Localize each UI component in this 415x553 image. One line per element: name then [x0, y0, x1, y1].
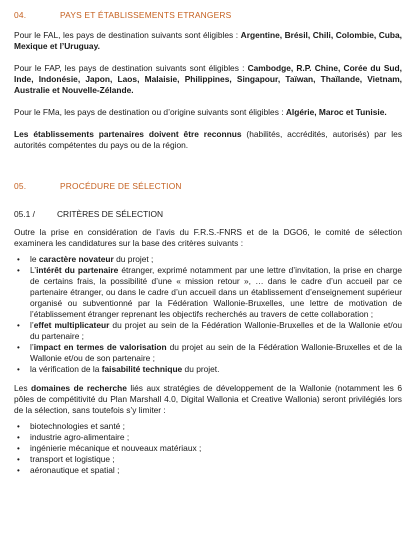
document-page [14, 10, 402, 484]
bullet-icon: • [17, 433, 20, 442]
section-5-number: 05. [14, 181, 27, 191]
bullet-icon: • [17, 343, 20, 352]
domain-item: • transport et logistique ; [17, 454, 115, 464]
domain-item: • aéronautique et spatial ; [17, 465, 120, 475]
fma-countries: Algérie, Maroc et Tunisie. [285, 107, 387, 117]
bullet-icon: • [17, 466, 20, 475]
fma-prefix: Pour le FMa, les pays de destination ou d’origine suivants sont éligibles : [14, 107, 286, 117]
partners-paragraph [14, 129, 402, 151]
bullet-icon: • [17, 255, 20, 264]
domains-list [14, 421, 402, 476]
fap-countries: Cambodge, R.P. Chine, Corée du Sud, Inde, Indonésie, Japon, Laos, Malaisie, Philippines, Singapour, Taïwan, Thaïlande, Vietnam, Australie et Nouvelle-Zélande. [14, 63, 402, 95]
domains-bold: domaines de recherche [31, 383, 127, 393]
fal-prefix: Pour le FAL, les pays de destination suivants sont éligibles : [14, 30, 241, 40]
criteria-intro: Outre la prise en considération de l’avis du F.R.S.-FNRS et de la DGO6, le comité de sélection examinera les candidatures sur la base des critères suivants : [14, 227, 402, 248]
criteria-item: • la vérification de la faisabilité technique du projet. [17, 364, 220, 374]
subsection-title: CRITÈRES DE SÉLECTION [56, 209, 164, 219]
criteria-item: • le caractère novateur du projet ; [17, 254, 154, 264]
fap-prefix: Pour le FAP, les pays de destination suivants sont éligibles : [14, 63, 248, 73]
bullet-icon: • [17, 321, 20, 330]
partners-rest: (habilités, accrédités, autorisés) par les autorités compétentes du pays ou de la région. [14, 129, 403, 150]
section-4-number: 04. [14, 10, 27, 20]
bullet-icon: • [17, 455, 20, 464]
criteria-item: • l’impact en termes de valorisation du projet au sein de la Fédération Wallonie-Bruxelles et de la Wallonie et/ou de son partenaire ; [17, 342, 402, 363]
bullet-icon: • [17, 365, 20, 374]
criteria-item: • l’effet multiplicateur du projet au sein de la Fédération Wallonie-Bruxelles et de la Wallonie et/ou du partenaire ; [17, 320, 403, 341]
fal-countries: Argentine, Brésil, Chili, Colombie, Cuba, Mexique et l’Uruguay. [14, 30, 402, 51]
partners-bold: Les établissements partenaires doivent être reconnus [14, 129, 242, 139]
fal-paragraph [14, 30, 402, 52]
domains-paragraph: Les domaines de recherche liés aux stratégies de développement de la Wallonie (notamment les 6 pôles de compétitivité du Plan Marshall 4.0, Digital Wallonia et Creative Wallonia) seront privilégiés lors de la sélection, sans toutefois s’y limiter : [14, 383, 402, 415]
fma-paragraph [14, 107, 402, 118]
domain-item: • industrie agro-alimentaire ; [17, 432, 130, 442]
section-5-heading [14, 181, 402, 192]
section-5-title: PROCÉDURE DE SÉLECTION [60, 181, 182, 191]
criteria-item: • L’intérêt du partenaire étranger, exprimé notamment par une lettre d’invitation, la prise en charge de certains frais, la possibilité d’une « mission retour », … dans le cadre d’un accueil par ce partenaire étranger, ou dans le cadre d’un accueil dans un établissement d’enseignement supérieur organisé ou subventionné par la Fédération Wallonie-Bruxelles, une lettre de motivation de l’établissement étranger reprenant les objectifs recherchés au travers de cette collaboration ; [17, 265, 402, 319]
bullet-icon: • [17, 266, 20, 275]
section-4-title: PAYS ET ÉTABLISSEMENTS ETRANGERS [60, 10, 232, 20]
section-4-heading [14, 10, 402, 21]
fap-paragraph [14, 63, 402, 96]
subsection-5-1-heading [14, 209, 402, 220]
bullet-icon: • [17, 422, 20, 431]
bullet-icon: • [17, 444, 20, 453]
subsection-number: 05.1 / [14, 209, 35, 219]
domain-item: • ingénierie mécanique et nouveaux matériaux ; [17, 443, 202, 453]
criteria-list [14, 254, 402, 375]
domain-item: • biotechnologies et santé ; [17, 421, 125, 431]
